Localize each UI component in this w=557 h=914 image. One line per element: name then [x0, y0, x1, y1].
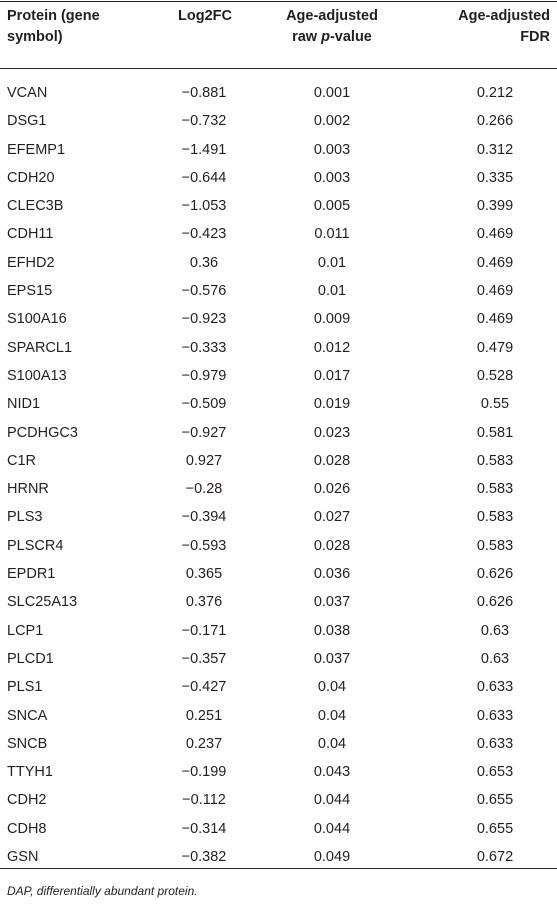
cell-protein: PLSCR4 — [7, 537, 64, 554]
cell-fdr: 0.312 — [476, 141, 514, 158]
cell-protein: CLEC3B — [7, 198, 64, 215]
table-row — [0, 334, 557, 362]
table-row — [0, 220, 557, 248]
header-protein: Protein (gene symbol) — [7, 8, 100, 45]
cell-fdr: 0.633 — [476, 707, 514, 724]
cell-log2fc: −0.923 — [181, 311, 227, 328]
cell-raw-p-value: 0.002 — [313, 113, 351, 130]
table-row — [0, 560, 557, 588]
cell-log2fc: 0.251 — [185, 707, 223, 724]
header-fdr: Age-adjusted FDR — [458, 8, 550, 45]
cell-log2fc: −0.644 — [181, 169, 227, 186]
cell-protein: CDH11 — [7, 226, 54, 243]
cell-log2fc: −0.576 — [181, 283, 227, 300]
table-row — [0, 730, 557, 758]
cell-log2fc: −1.491 — [181, 141, 227, 158]
cell-protein: PCDHGC3 — [7, 424, 78, 441]
table-row — [0, 702, 557, 730]
cell-protein: C1R — [7, 452, 37, 469]
cell-fdr: 0.583 — [476, 481, 514, 498]
cell-protein: PLCD1 — [7, 650, 54, 667]
cell-protein: NID1 — [7, 396, 41, 413]
table-row — [0, 249, 557, 277]
cell-protein: CDH20 — [7, 169, 55, 186]
cell-fdr: 0.212 — [476, 85, 514, 101]
cell-protein: CDH2 — [7, 792, 47, 809]
cell-log2fc: −0.881 — [181, 85, 227, 101]
cell-fdr: 0.469 — [476, 311, 514, 328]
cell-fdr: 0.335 — [476, 169, 514, 186]
cell-fdr: 0.633 — [476, 735, 514, 752]
cell-fdr: 0.55 — [480, 396, 510, 413]
cell-log2fc: −0.423 — [181, 226, 227, 243]
cell-log2fc: −0.509 — [181, 396, 227, 413]
table-header-rule — [0, 68, 557, 69]
cell-protein: EFHD2 — [7, 254, 55, 271]
table-row — [0, 136, 557, 164]
cell-raw-p-value: 0.003 — [313, 141, 351, 158]
cell-log2fc: −0.394 — [181, 509, 227, 526]
cell-protein: DSG1 — [7, 113, 47, 130]
table-row — [0, 815, 557, 843]
table-row — [0, 164, 557, 192]
cell-protein: EPS15 — [7, 283, 53, 300]
table-row — [0, 673, 557, 701]
cell-fdr: 0.655 — [476, 792, 514, 809]
cell-raw-p-value: 0.049 — [313, 849, 351, 866]
cell-protein: TTYH1 — [7, 764, 53, 781]
cell-raw-p-value: 0.028 — [313, 537, 351, 554]
table-row — [0, 192, 557, 220]
cell-log2fc: 0.237 — [185, 735, 223, 752]
header-log2fc: Log2FC — [178, 8, 232, 24]
table-row — [0, 617, 557, 645]
cell-fdr: 0.469 — [476, 226, 514, 243]
cell-protein: S100A16 — [7, 311, 67, 328]
cell-raw-p-value: 0.027 — [313, 509, 351, 526]
cell-log2fc: −0.199 — [181, 764, 227, 781]
cell-log2fc: −1.053 — [181, 198, 227, 215]
table-row — [0, 305, 557, 333]
cell-protein: SNCB — [7, 735, 48, 752]
cell-raw-p-value: 0.038 — [313, 622, 351, 639]
table-row — [0, 107, 557, 135]
cell-raw-p-value: 0.001 — [313, 85, 351, 101]
cell-protein: EFEMP1 — [7, 141, 66, 158]
cell-fdr: 0.626 — [476, 566, 514, 583]
cell-raw-p-value: 0.044 — [313, 820, 351, 837]
cell-protein: EPDR1 — [7, 566, 56, 583]
cell-fdr: 0.626 — [476, 594, 514, 611]
table-row — [0, 786, 557, 814]
cell-protein: SPARCL1 — [7, 339, 73, 356]
cell-raw-p-value: 0.04 — [317, 735, 347, 752]
cell-protein: PLS3 — [7, 509, 43, 526]
cell-log2fc: −0.333 — [181, 339, 227, 356]
table-row — [0, 758, 557, 786]
cell-log2fc: −0.732 — [181, 113, 227, 130]
cell-raw-p-value: 0.011 — [314, 226, 350, 243]
cell-protein: LCP1 — [7, 622, 44, 639]
cell-raw-p-value: 0.005 — [313, 198, 351, 215]
cell-raw-p-value: 0.04 — [317, 679, 347, 696]
cell-protein: SLC25A13 — [7, 594, 78, 611]
cell-raw-p-value: 0.037 — [313, 650, 351, 667]
cell-fdr: 0.581 — [476, 424, 514, 441]
cell-protein: VCAN — [7, 85, 48, 101]
cell-log2fc: −0.28 — [185, 481, 223, 498]
cell-raw-p-value: 0.012 — [313, 339, 351, 356]
cell-fdr: 0.469 — [476, 283, 514, 300]
cell-log2fc: −0.979 — [181, 367, 227, 384]
cell-fdr: 0.583 — [476, 452, 514, 469]
table-row — [0, 362, 557, 390]
table-row — [0, 419, 557, 447]
cell-fdr: 0.583 — [476, 537, 514, 554]
cell-fdr: 0.672 — [476, 849, 514, 866]
cell-fdr: 0.399 — [476, 198, 514, 215]
cell-raw-p-value: 0.036 — [313, 566, 351, 583]
cell-raw-p-value: 0.044 — [313, 792, 351, 809]
header-raw-p-value: Age-adjusted raw p-value — [286, 8, 378, 45]
cell-log2fc: −0.593 — [181, 537, 227, 554]
cell-protein: GSN — [7, 849, 39, 866]
cell-protein: PLS1 — [7, 679, 43, 696]
cell-log2fc: 0.376 — [185, 594, 223, 611]
cell-log2fc: −0.112 — [182, 792, 226, 809]
cell-raw-p-value: 0.017 — [313, 367, 351, 384]
cell-log2fc: −0.357 — [181, 650, 227, 667]
table-row — [0, 503, 557, 531]
table-body — [0, 79, 557, 871]
cell-raw-p-value: 0.009 — [313, 311, 351, 328]
table-row — [0, 390, 557, 418]
table-footnote: DAP, differentially abundant protein. — [7, 884, 198, 898]
table-row — [0, 588, 557, 616]
cell-log2fc: 0.365 — [185, 566, 223, 583]
cell-fdr: 0.583 — [476, 509, 514, 526]
cell-fdr: 0.633 — [476, 679, 514, 696]
table-header — [0, 6, 557, 62]
cell-fdr: 0.479 — [476, 339, 514, 356]
cell-raw-p-value: 0.019 — [313, 396, 351, 413]
cell-raw-p-value: 0.003 — [313, 169, 351, 186]
cell-fdr: 0.63 — [480, 622, 510, 639]
cell-fdr: 0.63 — [480, 650, 510, 667]
cell-fdr: 0.528 — [476, 367, 514, 384]
table-row — [0, 645, 557, 673]
cell-protein: S100A13 — [7, 367, 67, 384]
table-row — [0, 532, 557, 560]
cell-log2fc: −0.927 — [181, 424, 227, 441]
cell-fdr: 0.653 — [476, 764, 514, 781]
cell-raw-p-value: 0.01 — [317, 254, 347, 271]
table-row — [0, 79, 557, 107]
cell-fdr: 0.266 — [476, 113, 514, 130]
cell-raw-p-value: 0.04 — [317, 707, 347, 724]
cell-log2fc: 0.927 — [185, 452, 223, 469]
cell-raw-p-value: 0.026 — [313, 481, 351, 498]
cell-protein: CDH8 — [7, 820, 47, 837]
table-top-rule — [0, 1, 557, 2]
cell-protein: HRNR — [7, 481, 49, 498]
table-row — [0, 277, 557, 305]
cell-raw-p-value: 0.01 — [317, 283, 347, 300]
cell-log2fc: −0.314 — [181, 820, 227, 837]
table-bottom-rule — [0, 868, 557, 869]
cell-raw-p-value: 0.043 — [313, 764, 351, 781]
cell-raw-p-value: 0.028 — [313, 452, 351, 469]
cell-log2fc: −0.171 — [181, 622, 227, 639]
table-row — [0, 447, 557, 475]
cell-raw-p-value: 0.037 — [313, 594, 351, 611]
cell-fdr: 0.655 — [476, 820, 514, 837]
cell-log2fc: −0.427 — [181, 679, 227, 696]
cell-raw-p-value: 0.023 — [313, 424, 351, 441]
cell-fdr: 0.469 — [476, 254, 514, 271]
table-row — [0, 475, 557, 503]
cell-log2fc: −0.382 — [181, 849, 227, 866]
cell-protein: SNCA — [7, 707, 48, 724]
cell-log2fc: 0.36 — [189, 254, 219, 271]
